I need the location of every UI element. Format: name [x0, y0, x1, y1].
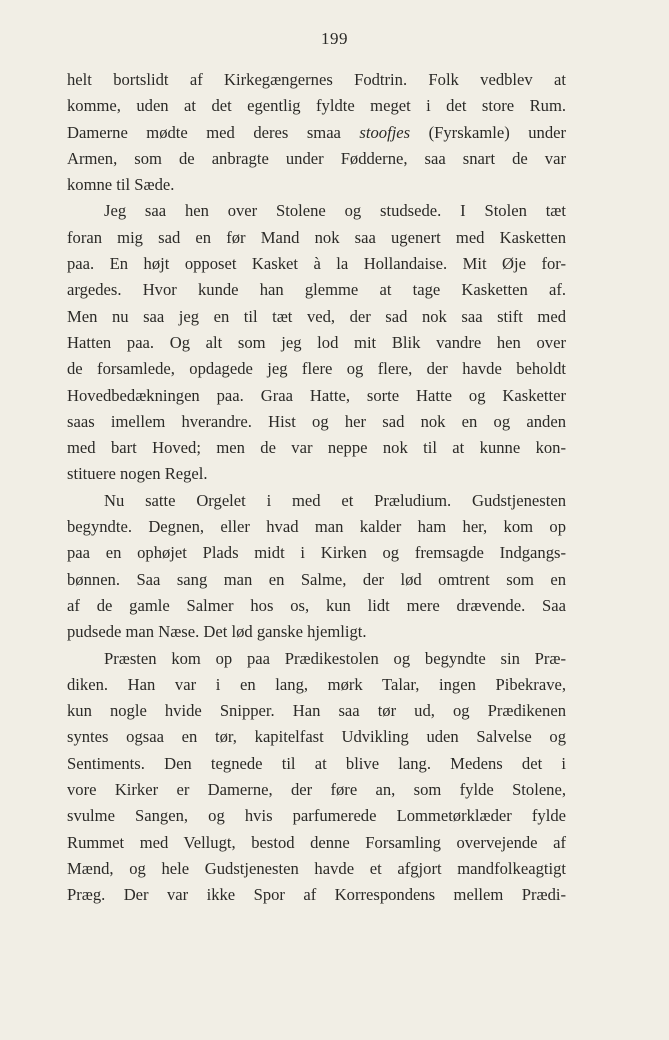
text-segment: Damerne mødte med deres smaa	[67, 122, 360, 142]
text-line: de forsamlede, opdagede jeg flere og flere, der havde beholdt	[67, 359, 566, 379]
text-line: Sentiments. Den tegnede til at blive lang. Medens det i	[67, 753, 566, 773]
text-line: Præg. Der var ikke Spor af Korrespondens mellem Prædi-	[67, 885, 566, 905]
page-number: 199	[321, 29, 348, 48]
italic-word: stoofjes	[359, 122, 411, 142]
text-line: Men nu saa jeg en til tæt ved, der sad nok saa stift med	[67, 306, 566, 326]
text-line: argedes. Hvor kunde han glemme at tage Kasketten af.	[67, 280, 566, 300]
text-line: Mænd, og hele Gudstjenesten havde et afgjort mandfolkeagtigt	[67, 858, 566, 878]
text-line: foran mig sad en før Mand nok saa ugenert med Kasketten	[67, 227, 566, 247]
paragraph-first-line: Nu satte Orgelet i med et Præludium. Gudstjenesten	[104, 490, 566, 510]
text-line: bønnen. Saa sang man en Salme, der lød omtrent som en	[67, 569, 566, 589]
text-line: Rummet med Vellugt, bestod denne Forsamling overvejende af	[67, 832, 566, 852]
text-line: vore Kirker er Damerne, der føre an, som fylde Stolene,	[67, 780, 566, 800]
text-segment: (Fyrskamle) under	[410, 122, 567, 142]
paragraph-first-line: Præsten kom op paa Prædikestolen og begyndte sin Præ-	[104, 648, 566, 668]
text-line: komne til Sæde.	[67, 175, 175, 195]
text-line: svulme Sangen, og hvis parfumerede Lommetørklæder fylde	[67, 806, 566, 826]
text-line: begyndte. Degnen, eller hvad man kalder ham her, kom op	[67, 517, 566, 537]
text-line: paa en ophøjet Plads midt i Kirken og fremsagde Indgangs-	[67, 543, 566, 563]
text-line: komme, uden at det egentlig fyldte meget i det store Rum.	[67, 96, 566, 116]
text-line: helt bortslidt af Kirkegængernes Fodtrin. Folk vedblev at	[67, 70, 566, 89]
paragraph-first-line: Jeg saa hen over Stolene og studsede. I Stolen tæt	[104, 201, 566, 221]
text-line: med bart Hoved; men de var neppe nok til at kunne kon-	[67, 438, 566, 458]
text-line: af de gamle Salmer hos os, kun lidt mere drævende. Saa	[67, 595, 566, 615]
text-line: Hovedbedækningen paa. Graa Hatte, sorte Hatte og Kasketter	[67, 385, 566, 405]
text-line: saas imellem hverandre. Hist og her sad nok en og anden	[67, 411, 566, 431]
text-line	[67, 120, 566, 146]
text-line: syntes ogsaa en tør, kapitelfast Udvikling uden Salvelse og	[67, 727, 566, 747]
text-line: pudsede man Næse. Det lød ganske hjemligt.	[67, 622, 367, 642]
text-line: diken. Han var i en lang, mørk Talar, ingen Pibekrave,	[67, 674, 566, 694]
text-line: stituere nogen Regel.	[67, 464, 208, 484]
text-line: Armen, som de anbragte under Fødderne, saa snart de var	[67, 148, 566, 168]
text-line: paa. En højt opposet Kasket à la Hollandaise. Mit Øje for-	[67, 254, 566, 274]
body-text	[67, 67, 566, 909]
text-line: Hatten paa. Og alt som jeg lod mit Blik vandre hen over	[67, 332, 566, 352]
text-line: kun nogle hvide Snipper. Han saa tør ud, og Prædikenen	[67, 701, 566, 721]
